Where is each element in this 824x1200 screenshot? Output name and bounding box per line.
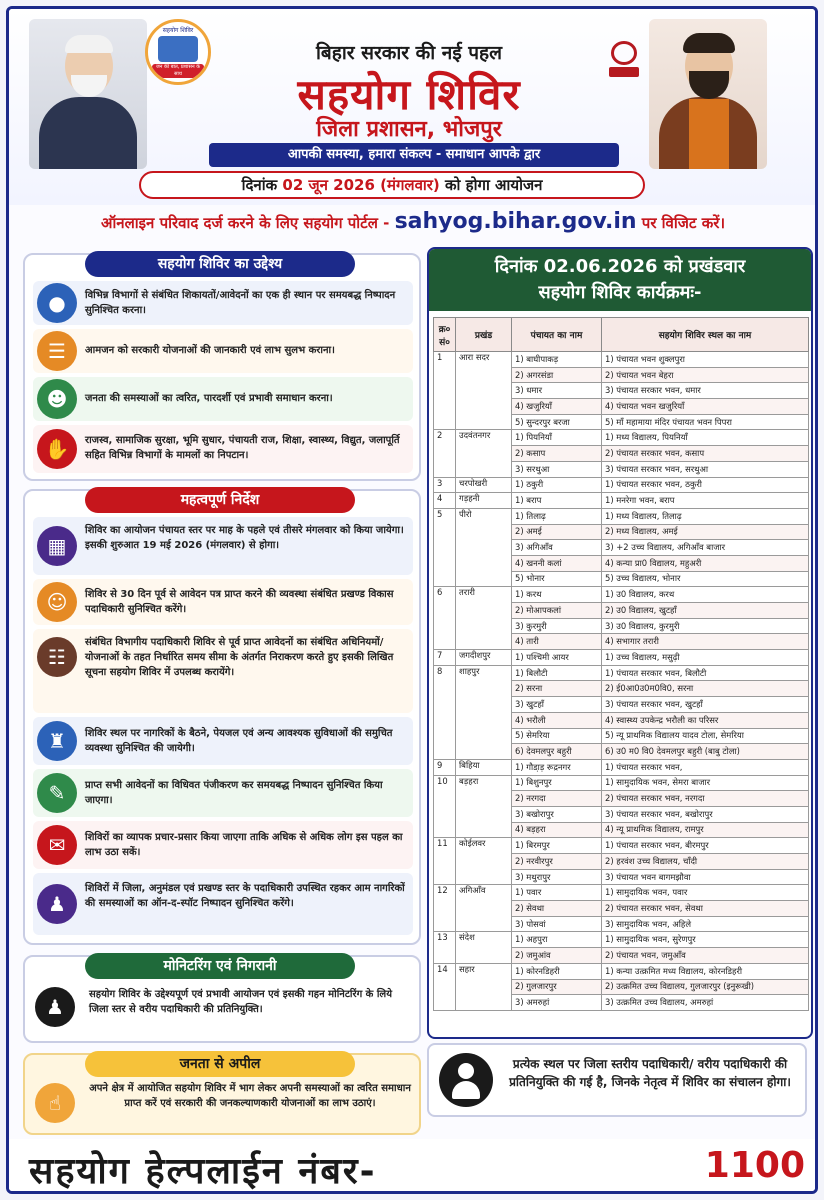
header-district: जिला प्रशासन, भोजपुर (316, 117, 502, 142)
officials-icon: ♟ (37, 884, 77, 924)
block-cell: गड़हनी (456, 493, 512, 509)
venue-cell: 1) पंचायत सरकार भवन, बीरमपुर (602, 838, 809, 854)
directive-item: ✎ प्राप्त सभी आवेदनों का विधिवत पंजीकरण कर समयबद्ध निष्पादन सुनिश्चित किया जाएगा। (33, 769, 413, 817)
col-header: क्र० सं० (434, 318, 456, 352)
monitoring-text: सहयोग शिविर के उद्देश्यपूर्ण एवं प्रभावी आयोजन एवं इसकी गहन मोनिटरिंग के लिये जिला स्तर से वरीय पदाधिकारी की प्रतिनियुक्ति। (89, 989, 393, 1015)
folded-hands-icon: ☝ (35, 1083, 75, 1123)
portal-end: पर विजिट करें। (641, 214, 726, 232)
block-cell: आरा सदर (456, 352, 512, 430)
appeal-title: जनता से अपील (85, 1051, 355, 1077)
panchayat-cell: 1) ठकुरी (512, 477, 602, 493)
seating-icon: ♜ (37, 721, 77, 761)
serial-cell: 9 (434, 759, 456, 775)
panchayat-cell: 1) तिलाढ़ (512, 508, 602, 524)
helpline-footer (9, 1139, 815, 1194)
panchayat-cell: 2) सेवथा (512, 901, 602, 917)
venue-cell: 1) पंचायत भवन शुक्लपुरा (602, 352, 809, 368)
schedule-title-line2: सहयोग शिविर कार्यक्रमः- (538, 282, 702, 303)
helpline-number[interactable]: 1100 (704, 1145, 805, 1186)
portal-banner (13, 209, 813, 239)
block-cell: अगिआँव (456, 885, 512, 932)
panchayat-cell: 3) अगिआँव (512, 540, 602, 556)
objective-item: ✋ राजस्व, सामाजिक सुरक्षा, भूमि सुधार, पंचायती राज, शिक्षा, स्वास्थ्य, विद्युत, जलापूर्ति सहित विभिन्न विभागों के मामलों का निपटान। (33, 425, 413, 473)
header-subtitle: बिहार सरकार की नई पहल (315, 42, 503, 64)
block-cell: शाहपुर (456, 665, 512, 759)
serial-cell: 10 (434, 775, 456, 838)
table-row (434, 477, 809, 493)
table-row (434, 587, 809, 603)
venue-cell: 2) उत्क्रमित उच्च विद्यालय, गुलजारपुर (इनुरूखी) (602, 979, 809, 995)
monitoring-panel (23, 955, 421, 1043)
venue-cell: 1) उच्च विद्यालय, मसुढ़ी (602, 650, 809, 666)
block-cell: पीरो (456, 508, 512, 586)
register-icon: ✎ (37, 773, 77, 813)
venue-cell: 5) न्यू प्राथमिक विद्यालय यादव टोला, सेमरिया (602, 728, 809, 744)
panchayat-cell: 4) खजुरियाँ (512, 399, 602, 415)
block-cell: बड़हरा (456, 775, 512, 838)
monitoring-title: मोनिटरिंग एवं निगरानी (85, 953, 355, 979)
panchayat-cell: 2) मोआपकलां (512, 603, 602, 619)
panchayat-cell: 3) धमार (512, 383, 602, 399)
objective-item: ☻ जनता की समस्याओं का त्वरित, पारदर्शी एवं प्रभावी समाधान करना। (33, 377, 413, 421)
block-cell: बिहिया (456, 759, 512, 775)
officer-icon (439, 1053, 493, 1107)
block-cell: चरपोखरी (456, 477, 512, 493)
event-date-banner (139, 171, 645, 199)
directive-item: ♟ शिविरों में जिला, अनुमंडल एवं प्रखण्ड स्तर के पदाधिकारी उपस्थित रहकर आम नागरिकों की समस्याओं का ऑन-द-स्पॉट निष्पादन सुनिश्चित करेंगे। (33, 873, 413, 935)
poster (6, 6, 818, 1194)
portal-url[interactable]: sahyog.bihar.gov.in (394, 209, 637, 234)
table-row (434, 775, 809, 791)
megaphone-icon: ✉ (37, 825, 77, 865)
panchayat-cell: 3) अमरुहां (512, 995, 602, 1011)
portal-text: ऑनलाइन परिवाद दर्ज करने के लिए सहयोग पोर्टल - (100, 214, 390, 232)
panchayat-cell: 1) बिशुनपुर (512, 775, 602, 791)
table-row (434, 650, 809, 666)
col-header: प्रखंड (456, 318, 512, 352)
venue-cell: 5) माँ महामाया मंदिर पंचायत भवन पिपरा (602, 414, 809, 430)
venue-cell: 3) पंचायत सरकार भवन, सरथुआ (602, 461, 809, 477)
venue-cell: 1) सामुदायिक भवन, सुरेणपुर (602, 932, 809, 948)
panchayat-cell: 5) भोनार (512, 571, 602, 587)
venue-cell: 5) उच्च विद्यालय, भोनार (602, 571, 809, 587)
block-cell: कोईलवर (456, 838, 512, 885)
serial-cell: 5 (434, 508, 456, 586)
document-icon: ☰ (37, 331, 77, 371)
serial-cell: 7 (434, 650, 456, 666)
table-row (434, 508, 809, 524)
panchayat-cell: 2) अगरसंडा (512, 367, 602, 383)
panchayat-cell: 3) बखोरापुर (512, 806, 602, 822)
venue-cell: 3) पंचायत भवन बागमझौवा (602, 869, 809, 885)
venue-cell: 2) पंचायत सरकार भवन, सेवथा (602, 901, 809, 917)
venue-cell: 1) पंचायत सरकार भवन, बिलौटी (602, 665, 809, 681)
table-header-row (434, 318, 809, 352)
venue-cell: 1) मनरेगा भवन, बराप (602, 493, 809, 509)
panchayat-cell: 2) जमुआंव (512, 948, 602, 964)
directive-item: ▦ शिविर का आयोजन पंचायत स्तर पर माह के पहले एवं तीसरे मंगलवार को किया जायेगा। इसकी शुरुआत 19 मई 2026 (मंगलवार) से होगा। (33, 517, 413, 575)
logo-top-text: सहयोग शिविर (162, 27, 194, 34)
serial-cell: 6 (434, 587, 456, 650)
serial-cell: 14 (434, 963, 456, 1010)
block-cell: संदेश (456, 932, 512, 963)
venue-cell: 2) ई0आ0उ0म0वि0, सरना (602, 681, 809, 697)
block-cell: सहार (456, 963, 512, 1010)
schedule-title-line1: दिनांक 02.06.2026 को प्रखंडवार (494, 256, 746, 277)
directives-panel (23, 489, 421, 945)
panchayat-cell: 1) पश्चिमी आयर (512, 650, 602, 666)
venue-cell: 3) पंचायत सरकार भवन, खुटहाँ (602, 697, 809, 713)
venue-cell: 2) पंचायत सरकार भवन, कसाप (602, 446, 809, 462)
directives-title: महत्वपूर्ण निर्देश (85, 487, 355, 513)
directive-item: ✉ शिविरों का व्यापक प्रचार-प्रसार किया जाएगा ताकि अधिक से अधिक लोग इस पहल का लाभ उठा सकें। (33, 821, 413, 869)
file-icon: ☷ (37, 637, 77, 677)
venue-cell: 3) उ0 विद्यालय, कुरमुरी (602, 618, 809, 634)
venue-cell: 1) उ0 विद्यालय, करथ (602, 587, 809, 603)
panchayat-cell: 5) सुन्दरपुर बरजा (512, 414, 602, 430)
venue-cell: 4) स्वास्थ्य उपकेन्द्र भरौली का परिसर (602, 712, 809, 728)
block-cell: तरारी (456, 587, 512, 650)
panchayat-cell: 4) तारी (512, 634, 602, 650)
table-row (434, 932, 809, 948)
directive-item: ☷ संबंधित विभागीय पदाधिकारी शिविर से पूर्व प्राप्त आवेदनों का संबंधित अधिनियमों/योजनाओं के तहत निर्धारित समय सीमा के अंतर्गत निराकरण करते हुए इसकी लिखित सूचना सहयोग शिविर में उपलब्ध करायेंगे। (33, 629, 413, 713)
panchayat-cell: 4) भरौली (512, 712, 602, 728)
venue-cell: 1) मध्य विद्यालय, पियनियाँ (602, 430, 809, 446)
panchayat-cell: 2) सरना (512, 681, 602, 697)
serial-cell: 3 (434, 477, 456, 493)
venue-cell: 3) पंचायत सरकार भवन, बखोरापुर (602, 806, 809, 822)
panchayat-cell: 1) अहपुरा (512, 932, 602, 948)
people-icon: ☻ (37, 379, 77, 419)
venue-cell: 1) मध्य विद्यालय, तिलाढ़ (602, 508, 809, 524)
panchayat-cell: 5) सेमरिया (512, 728, 602, 744)
schedule-title (429, 249, 811, 311)
venue-cell: 6) उ0 म0 वि0 देवमलपुर बहुरी (बाबु टोला) (602, 744, 809, 760)
photo-left (29, 19, 147, 169)
directive-item: ☺ शिविर से 30 दिन पूर्व से आवेदन पत्र प्राप्त करने की व्यवस्था संबंधित प्रखण्ड विकास पदाधिकारी सुनिश्चित करेंगे। (33, 579, 413, 625)
venue-cell: 3) उत्क्रमित उच्च विद्यालय, अमरुहां (602, 995, 809, 1011)
venue-cell: 2) पंचायत भवन बेहरा (602, 367, 809, 383)
block-cell: जगदीशपुर (456, 650, 512, 666)
panchayat-cell: 1) करथ (512, 587, 602, 603)
table-row (434, 759, 809, 775)
venue-cell: 2) पंचायत भवन, जमुआँव (602, 948, 809, 964)
venue-cell: 4) न्यू प्राथमिक विद्यालय, रामपुर (602, 822, 809, 838)
person-icon: ☺ (37, 582, 77, 622)
deputation-note (427, 1043, 807, 1117)
monitoring-icon: ♟ (35, 987, 75, 1027)
venue-cell: 2) हरवंश उच्च विद्यालय, चाँदी (602, 854, 809, 870)
venue-cell: 2) पंचायत सरकार भवन, नरगदा (602, 791, 809, 807)
venue-cell: 1) कन्या उत्क्रमित मध्य विद्यालय, कोरनडिहरी (602, 963, 809, 979)
handshake-icon: ✋ (37, 429, 77, 469)
panchayat-cell: 1) बाघीपाकड़ (512, 352, 602, 368)
serial-cell: 13 (434, 932, 456, 963)
table-row (434, 885, 809, 901)
serial-cell: 4 (434, 493, 456, 509)
panchayat-cell: 3) कुरमुरी (512, 618, 602, 634)
header-title: सहयोग शिविर (297, 70, 521, 119)
table-row (434, 963, 809, 979)
venue-cell: 3) +2 उच्च विद्यालय, अगिआँव बाजार (602, 540, 809, 556)
venue-cell: 4) कन्या प्रा0 विद्यालय, महुअरी (602, 555, 809, 571)
group-icon: ● (37, 283, 77, 323)
helpline-label: सहयोग हेल्पलाईन नंबर- (29, 1151, 377, 1192)
photo-right (649, 19, 767, 169)
table-row (434, 838, 809, 854)
panchayat-cell: 1) पियनियाँ (512, 430, 602, 446)
panchayat-cell: 2) नरगदा (512, 791, 602, 807)
serial-cell: 12 (434, 885, 456, 932)
panchayat-cell: 2) गुलजारपुर (512, 979, 602, 995)
schedule-panel (427, 247, 813, 1039)
table-row (434, 493, 809, 509)
venue-cell: 2) मध्य विद्यालय, अमई (602, 524, 809, 540)
panchayat-cell: 3) खुटहाँ (512, 697, 602, 713)
bihar-emblem-icon (607, 41, 641, 81)
venue-cell: 1) पंचायत सरकार भवन, ठकुरी (602, 477, 809, 493)
serial-cell: 1 (434, 352, 456, 430)
date-prefix: दिनांक (241, 176, 278, 194)
objectives-title: सहयोग शिविर का उद्देश्य (85, 251, 355, 277)
table-row (434, 352, 809, 368)
appeal-panel (23, 1053, 421, 1135)
venue-cell: 2) उ0 विद्यालय, खुटहाँ (602, 603, 809, 619)
panchayat-cell: 1) कोरनडिहरी (512, 963, 602, 979)
logo-ribbon-text: जन की बात, प्रशासन के साथ (152, 64, 204, 78)
panchayat-cell: 1) बराप (512, 493, 602, 509)
block-cell: उदवंतनगर (456, 430, 512, 477)
panchayat-cell: 4) बड़हरा (512, 822, 602, 838)
date-suffix: को होगा आयोजन (445, 176, 543, 194)
panchayat-cell: 1) गौडा़ड़ रूद्रनगर (512, 759, 602, 775)
venue-cell: 3) पंचायत सरकार भवन, धमार (602, 383, 809, 399)
note-text: प्रत्येक स्थल पर जिला स्तरीय पदाधिकारी/ वरीय पदाधिकारी की प्रतिनियुक्ति की गई है, जिनके नेतृत्व में शिविर का संचालन होगा। (509, 1057, 791, 1089)
date-value: 02 जून 2026 (मंगलवार) (282, 176, 440, 194)
table-row (434, 430, 809, 446)
panchayat-cell: 2) नरवीरपुर (512, 854, 602, 870)
venue-cell: 4) सभागार तरारी (602, 634, 809, 650)
venue-cell: 4) पंचायत भवन खजुरियाँ (602, 399, 809, 415)
col-header: पंचायत का नाम (512, 318, 602, 352)
calendar-icon: ▦ (37, 526, 77, 566)
col-header: सहयोग शिविर स्थल का नाम (602, 318, 809, 352)
venue-cell: 1) सामुदायिक भवन, सेमरा बाजार (602, 775, 809, 791)
panchayat-cell: 1) बिलौटी (512, 665, 602, 681)
panchayat-cell: 4) खननी कलां (512, 555, 602, 571)
table-row (434, 665, 809, 681)
venue-cell: 1) पंचायत सरकार भवन, (602, 759, 809, 775)
panchayat-cell: 2) कसाप (512, 446, 602, 462)
serial-cell: 2 (434, 430, 456, 477)
panchayat-cell: 1) पवार (512, 885, 602, 901)
panchayat-cell: 2) अमई (512, 524, 602, 540)
serial-cell: 11 (434, 838, 456, 885)
objective-item: ● विभिन्न विभागों से संबंधित शिकायतों/आवेदनों का एक ही स्थान पर समयबद्ध निष्पादन सुनिश्चित करना। (33, 281, 413, 325)
schedule-table (433, 317, 809, 1011)
panchayat-cell: 1) बिरमपुर (512, 838, 602, 854)
header-tagline: आपकी समस्या, हमारा संकल्प - समाधान आपके द्वार (209, 143, 619, 167)
panchayat-cell: 6) देवमलपुर बहुरी (512, 744, 602, 760)
directive-item: ♜ शिविर स्थल पर नागरिकों के बैठने, पेयजल एवं अन्य आवश्यक सुविधाओं की समुचित व्यवस्था सुनिश्चित की जायेगी। (33, 717, 413, 765)
sahyog-logo (145, 19, 211, 85)
venue-cell: 1) सामुदायिक भवन, पवार (602, 885, 809, 901)
serial-cell: 8 (434, 665, 456, 759)
appeal-text: अपने क्षेत्र में आयोजित सहयोग शिविर में भाग लेकर अपनी समस्याओं का त्वरित समाधान प्राप्त करें एवं सरकारी की जनकल्याणकारी योजनाओं का लाभ उठाएं। (89, 1083, 411, 1109)
panchayat-cell: 3) मथुरापुर (512, 869, 602, 885)
objectives-panel (23, 253, 421, 481)
header (9, 9, 815, 205)
venue-cell: 3) सामुदायिक भवन, अहिले (602, 916, 809, 932)
panchayat-cell: 3) सरथुआ (512, 461, 602, 477)
objective-item: ☰ आमजन को सरकारी योजनाओं की जानकारी एवं लाभ सुलभ कराना। (33, 329, 413, 373)
panchayat-cell: 3) पोसवां (512, 916, 602, 932)
